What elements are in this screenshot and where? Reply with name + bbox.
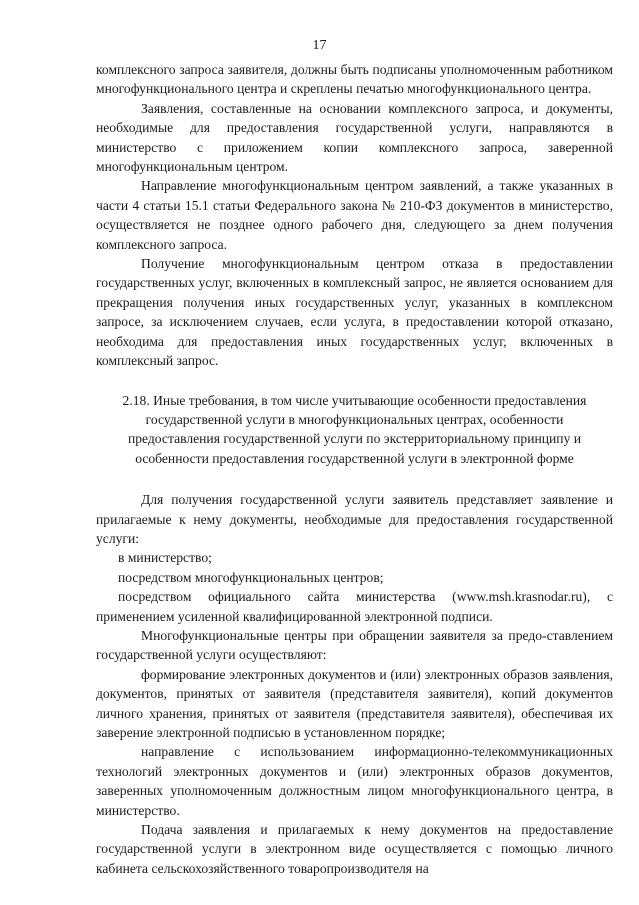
paragraph-applications-sent: Заявления, составленные на основании комплексного запроса, и документы, необходимые для предоставления государственной услуги, направляются в министерство с приложением копии комплексного запроса, заверенной многофункциональным центром.	[96, 100, 613, 175]
paragraph-mfc-perform: Многофункциональные центры при обращении заявителя за предо-ставлением государственной услуги осуществляют:	[96, 627, 613, 663]
document-body	[96, 60, 613, 878]
list-item-sending-documents: направление с использованием информационно-телекоммуникационных технологий электронных документов и (или) электронных образов документов, заверенных уполномоченным должностным лицом многофункционального центра, в министерство.	[96, 744, 613, 818]
paragraph-applicant-submits: Для получения государственной услуги заявитель представляет заявление и прилагаемые к нему документы, необходимые для предоставления государственной услуги:	[96, 492, 613, 546]
paragraph-electronic-submission: Подача заявления и прилагаемых к нему документов на предоставление государственной услуги в электронном виде осуществляется с помощью личного кабинета сельскохозяйственного товаропроизводителя на	[96, 822, 613, 876]
list-item-ministry: в министерство;	[118, 550, 212, 566]
section-heading-2-18: 2.18. Иные требования, в том числе учитывающие особенности предоставления государственной услуги в многофункциональных центрах, особенности предоставления государственной услуги по экстерриториальному принципу и особенности предоставления государственной услуги в электронной форме	[122, 392, 587, 466]
list-item-mfc: посредством многофункциональных центров;	[118, 569, 384, 585]
list-item-electronic-documents: формирование электронных документов и (или) электронных образов заявления, документов, принятых от заявителя (представителя заявителя), копий документов личного хранения, принятых от заявителя (представителя заявителя), обеспечивая их заверение электронной подписью в установленном порядке;	[96, 666, 613, 740]
page-number: 17	[312, 38, 327, 53]
paragraph-refusal-not-grounds: Получение многофункциональным центром отказа в предоставлении государственных услуг, включенных в комплексный запрос, не является основанием для прекращения получения иных государственных услуг, указанных в комплексном запросе, за исключением случаев, если услуга, в предоставлении которой отказано, необходима для предоставления иных государственных услуг, включенных в комплексный запрос.	[96, 256, 613, 369]
paragraph-sending-deadline: Направление многофункциональным центром заявлений, а также указанных в части 4 статьи 15.1 статьи Федерального закона № 210-ФЗ документов в министерство, осуществляется не позднее одного рабочего дня, следующего за днем получения комплексного запроса.	[96, 178, 613, 252]
paragraph-complex-request-signing: комплексного запроса заявителя, должны быть подписаны уполномоченным работником многофункционального центра и скреплены печатью многофункционального центра.	[96, 62, 613, 97]
list-item-official-site: посредством официального сайта министерства (www.msh.krasnodar.ru), с применением усиленной квалифицированной электронной подписи.	[96, 589, 613, 624]
